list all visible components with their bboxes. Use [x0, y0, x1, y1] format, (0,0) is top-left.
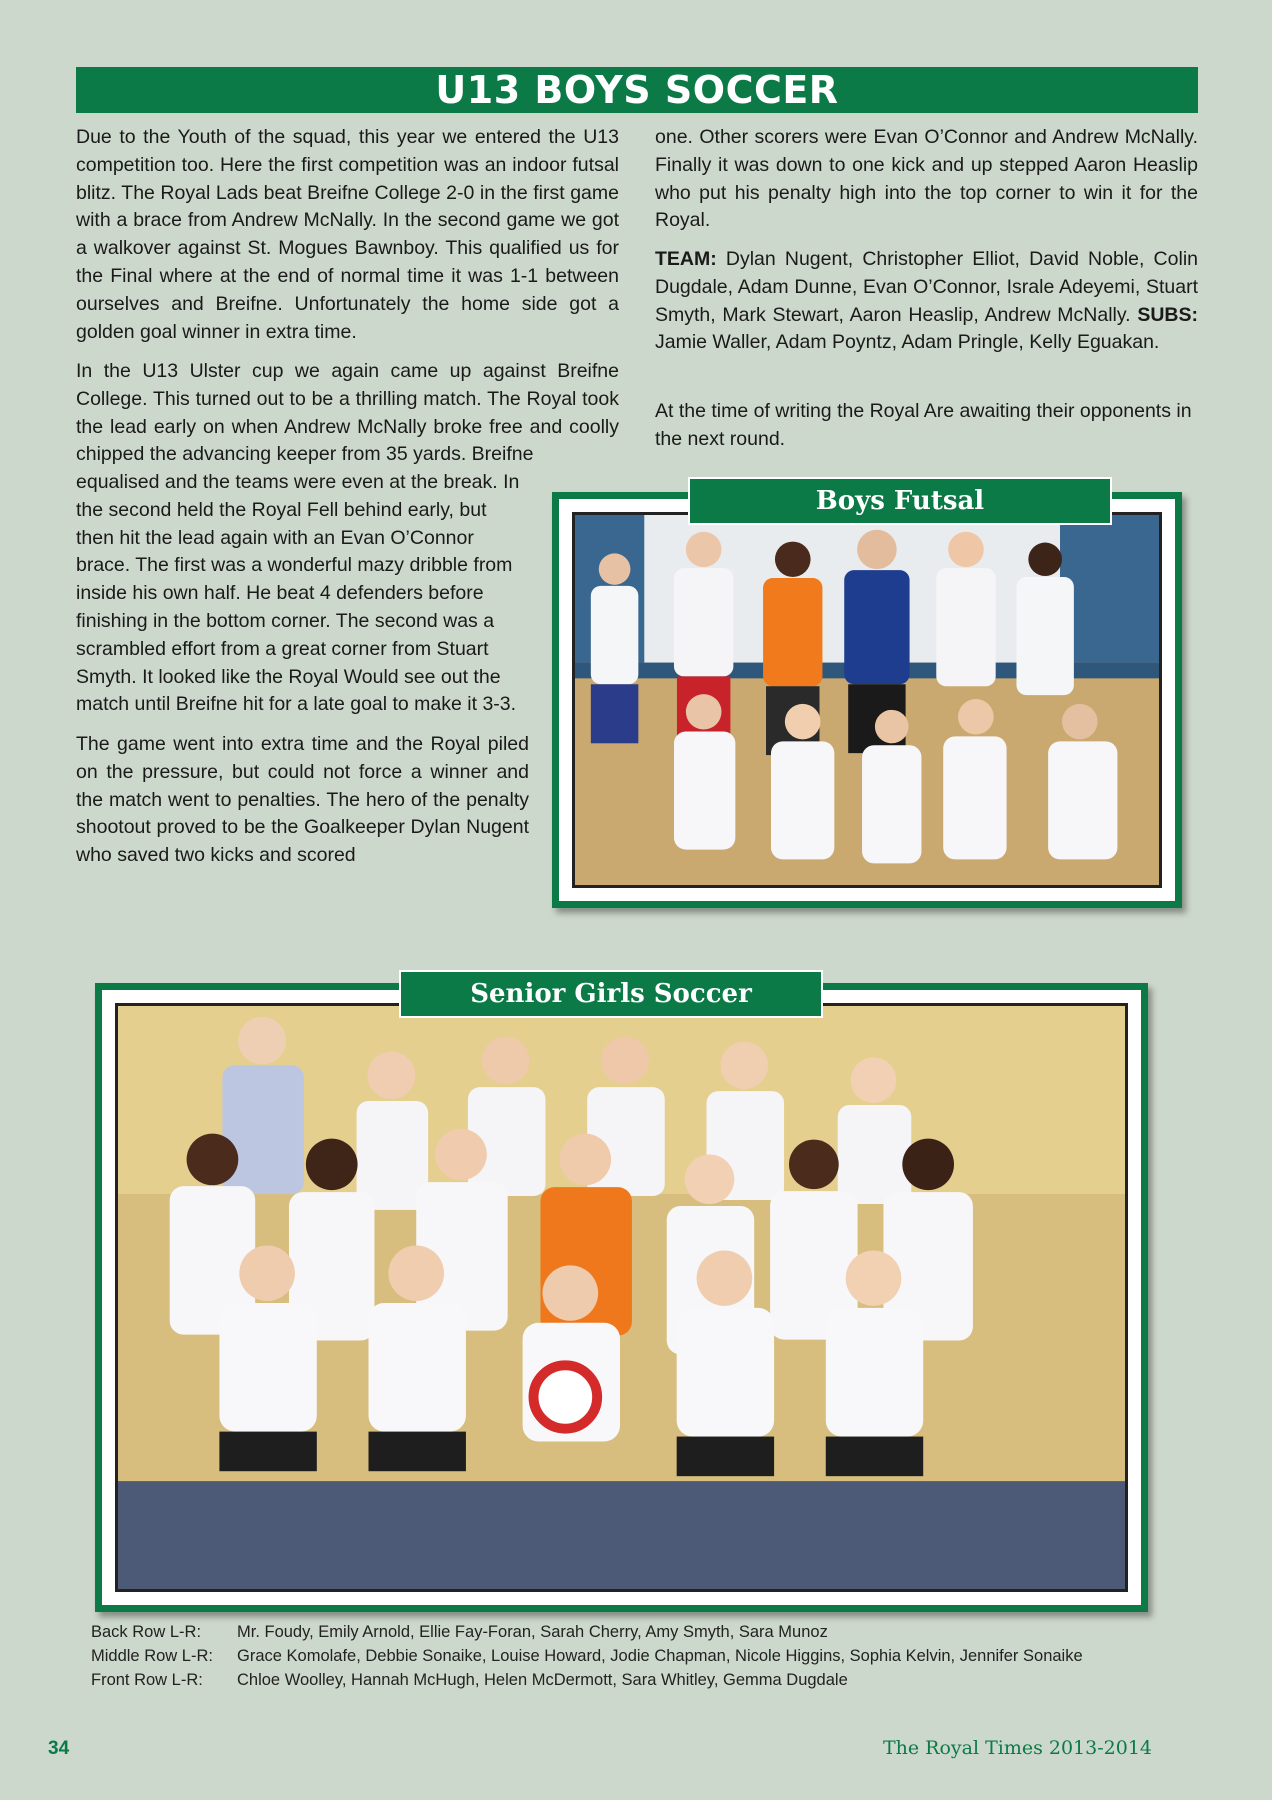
right-paragraph-1: one. Other scorers were Evan O’Connor and Andrew McNally. Finally it was down to one kick and up stepped Aaron Heaslip who put his penalty high into the top corner to win it for the Royal. — [655, 126, 1198, 232]
caption-front-names: Chloe Woolley, Hannah McHugh, Helen McDermott, Sara Whitley, Gemma Dugdale — [237, 1671, 848, 1689]
senior-girls-image — [118, 1006, 1125, 1589]
publication-title: The Royal Times 2013-2014 — [882, 1737, 1152, 1759]
senior-girls-title: Senior Girls Soccer — [399, 970, 823, 1018]
subs-names: Jamie Waller, Adam Poyntz, Adam Pringle, Kelly Eguakan. — [655, 331, 1160, 354]
caption-middle-row — [91, 1644, 1211, 1668]
caption-back-label: Back Row L-R: — [91, 1623, 202, 1641]
subs-label: SUBS: — [1137, 303, 1198, 326]
boys-futsal-photo — [572, 512, 1162, 888]
boys-futsal-frame — [552, 486, 1182, 908]
caption-back-row — [91, 1620, 1211, 1644]
caption-middle-label: Middle Row L-R: — [91, 1647, 213, 1665]
boys-futsal-title: Boys Futsal — [688, 477, 1112, 525]
boys-futsal-image — [575, 515, 1159, 885]
caption-front-row — [91, 1668, 1211, 1692]
senior-girls-photo — [115, 1003, 1128, 1592]
left-paragraph-1: Due to the Youth of the squad, this year we entered the U13 competition too. Here the first competition was an indoor futsal blitz. The Royal Lads beat Breifne College 2-0 in the first game with a brace from Andrew McNally. In the second game we got a walkover against St. Mogues Bawnboy. This qualified us for the Final where at the end of normal time it was 1-1 between ourselves and Breifne. Unfortunately the home side got a golden goal winner in extra time. — [76, 126, 619, 343]
caption-back-names: Mr. Foudy, Emily Arnold, Ellie Fay-Foran, Sarah Cherry, Amy Smyth, Sara Munoz — [237, 1623, 828, 1641]
photo-caption — [91, 1620, 1211, 1692]
team-names: Dylan Nugent, Christopher Elliot, David Noble, Colin Dugdale, Adam Dunne, Evan O’Connor, Israle Adeyemi, Stuart Smyth, Mark Stewart, Aaron Heaslip, Andrew McNally. — [655, 248, 1198, 326]
right-paragraph-3: At the time of writing the Royal Are awaiting their opponents in the next round. — [655, 400, 1192, 450]
left-paragraph-2b: equalised and the teams were even at the break. In the second held the Royal Fell behind early, but then hit the lead again with an Evan O’Connor brace. The first was a wonderful mazy dribble from inside his own half. He beat 4 defenders before finishing in the bottom corner. The second was a scrambled effort from a great corner from Stuart Smyth. It looked like the Royal Would see out the match until Breifne hit for a late goal to make it 3-3. — [76, 471, 520, 716]
senior-girls-frame — [95, 979, 1148, 1612]
left-paragraph-3: The game went into extra time and the Royal piled on the pressure, but could not force a winner and the match went to penalties. The hero of the penalty shootout proved to be the Goalkeeper Dylan Nugent who saved two kicks and scored — [76, 733, 529, 867]
section-heading: U13 BOYS SOCCER — [76, 67, 1198, 113]
team-label: TEAM: — [655, 248, 717, 270]
team-list — [655, 246, 1198, 357]
caption-middle-names: Grace Komolafe, Debbie Sonaike, Louise Howard, Jodie Chapman, Nicole Higgins, Sophia Kelvin, Jennifer Sonaike — [237, 1647, 1083, 1665]
caption-front-label: Front Row L-R: — [91, 1671, 203, 1689]
left-paragraph-2a: In the U13 Ulster cup we again came up against Breifne College. This turned out to be a thrilling match. The Royal took the lead early on when Andrew McNally broke free and coolly chipped the advancing keeper from 35 yards. Breifne — [76, 360, 619, 466]
page-number: 34 — [48, 1738, 70, 1759]
